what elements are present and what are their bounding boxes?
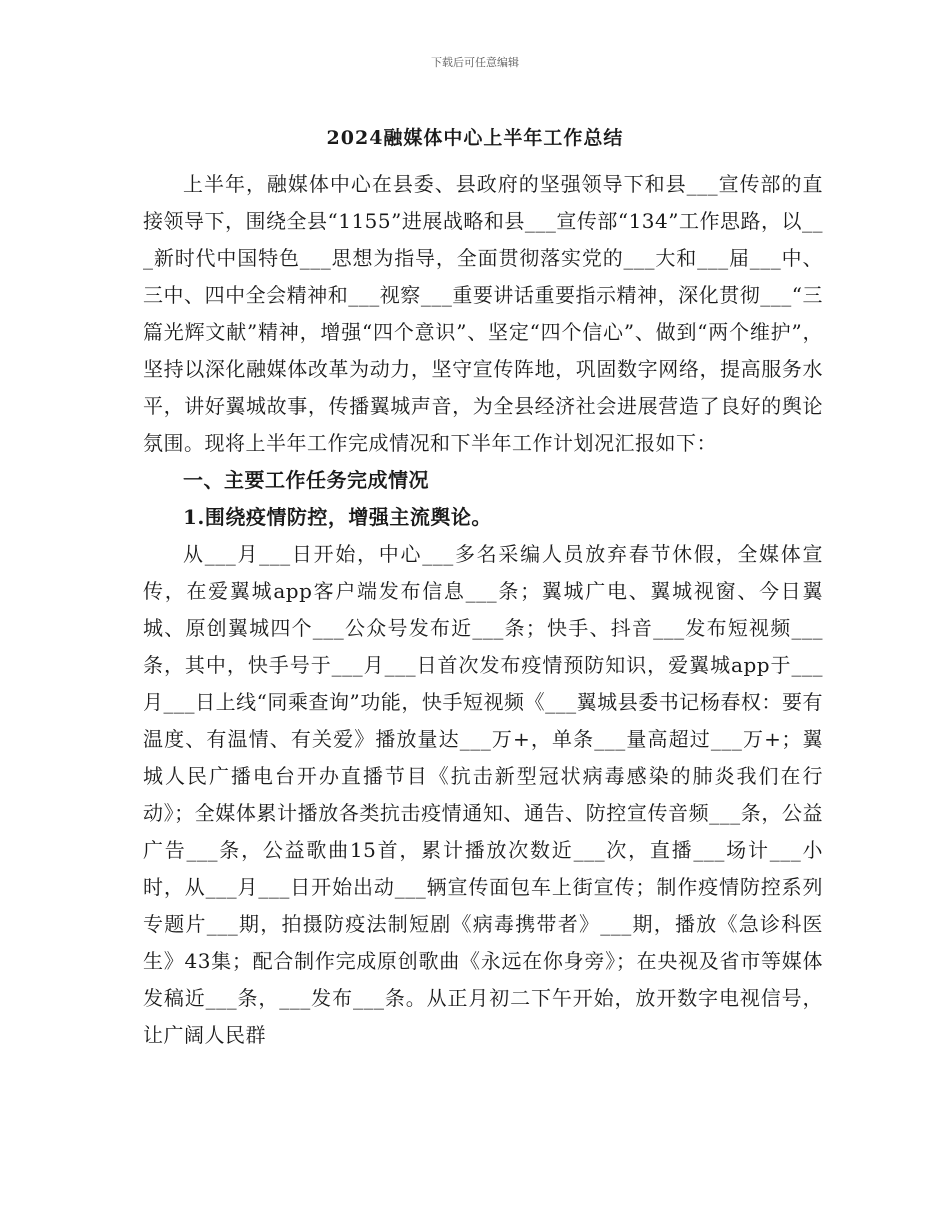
section-heading-1: 一、主要工作任务完成情况	[183, 468, 429, 492]
document-body	[143, 166, 823, 1054]
document-title: 2024融媒体中心上半年工作总结	[326, 127, 624, 149]
subsection-heading-1: 1.围绕疫情防控，增强主流舆论。	[183, 505, 492, 529]
body-paragraph-1: 从___月___日开始，中心___多名采编人员放弃春节休假，全媒体宣传，在爱翼城app客户端发布信息___条；翼城广电、翼城视窗、今日翼城、原创翼城四个___公众号发布近___条；快手、抖音___发布短视频___条，其中，快手号于___月___日首次发布疫情预防知识，爱翼城app于___月___日上线“同乘查询”功能，快手短视频《___翼城县委书记杨春权：要有温度、有温情、有关爱》播放量达___万+，单条___量高超过___万+；翼城人民广播电台开办直播节目《抗击新型冠状病毒感染的肺炎我们在行动》；全媒体累计播放各类抗击疫情通知、通告、防控宣传音频___条，公益广告___条，公益歌曲15首，累计播放次数近___次，直播___场计___小时，从___月___日开始出动___辆宣传面包车上街宣传；制作疫情防控系列专题片___期，拍摄防疫法制短剧《病毒携带者》___期，播放《急诊科医生》43集；配合制作完成原创歌曲《永远在你身旁》；在央视及省市等媒体发稿近___条，___发布___条。从正月初二下午开始，放开数字电视信号，让广阔人民群	[143, 542, 823, 1047]
intro-paragraph: 上半年，融媒体中心在县委、县政府的坚强领导下和县___宣传部的直接领导下，围绕全县“1155”进展战略和县___宣传部“134”工作思路，以___新时代中国特色___思想为指导，全面贯彻落实党的___大和___届___中、三中、四中全会精神和___视察___重要讲话重要指示精神，深化贯彻___“三篇光辉文献”精神，增强“四个意识”、坚定“四个信心”、做到“两个维护”，坚持以深化融媒体改革为动力，坚守宣传阵地，巩固数字网络，提高服务水平，讲好翼城故事，传播翼城声音，为全县经济社会进展营造了良好的舆论氛围。现将上半年工作完成情况和下半年工作计划况汇报如下：	[143, 172, 823, 455]
header-note: 下载后可任意编辑	[431, 56, 519, 69]
